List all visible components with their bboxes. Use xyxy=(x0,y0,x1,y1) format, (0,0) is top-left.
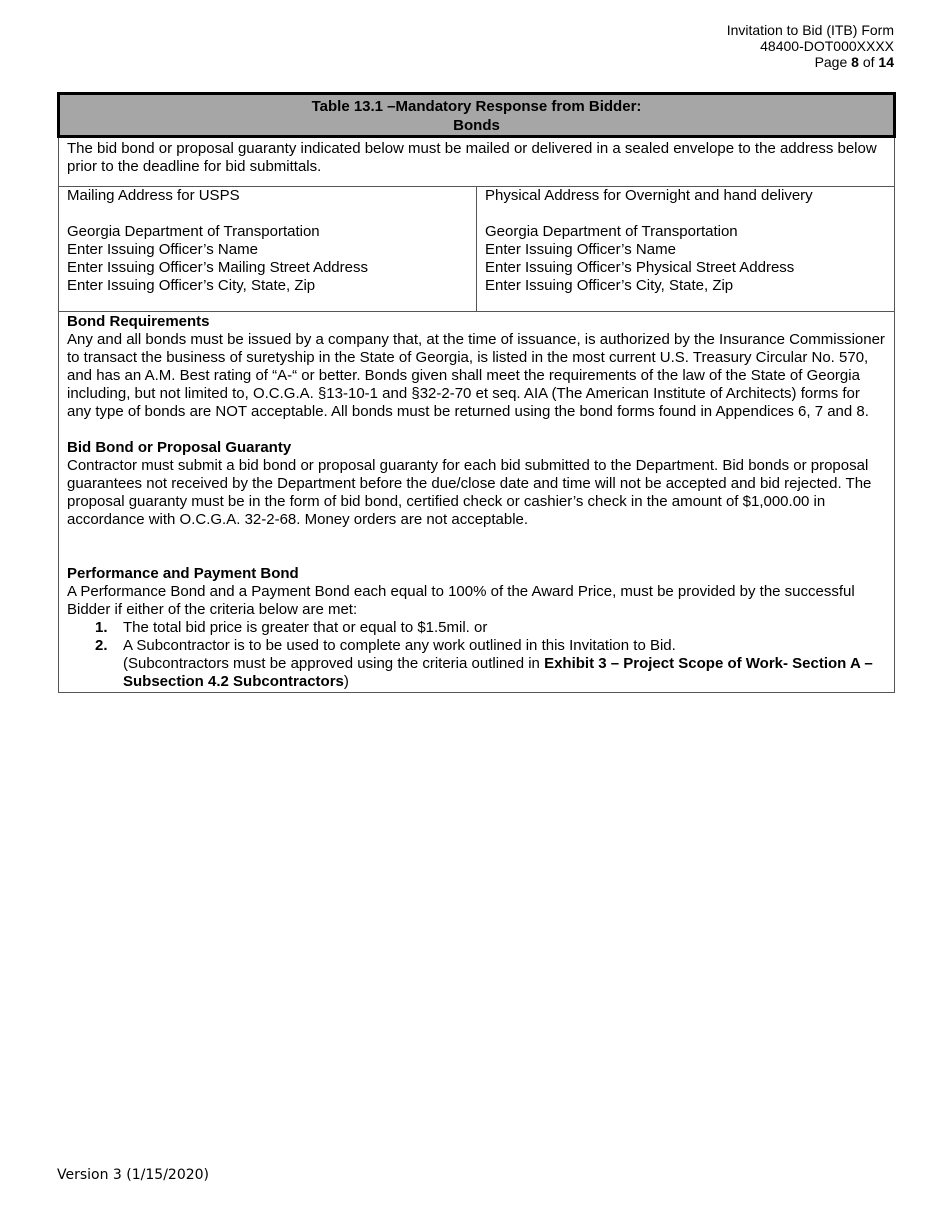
list-number: 1. xyxy=(95,619,108,636)
table-title xyxy=(59,94,895,137)
mailing-line: Enter Issuing Officer’s Mailing Street Address xyxy=(67,259,368,276)
physical-line: Georgia Department of Transportation xyxy=(485,223,738,240)
form-title: Invitation to Bid (ITB) Form xyxy=(726,22,894,38)
physical-line: Enter Issuing Officer’s Name xyxy=(485,241,676,258)
mailing-line: Georgia Department of Transportation xyxy=(67,223,320,240)
physical-address-heading: Physical Address for Overnight and hand delivery xyxy=(485,187,813,204)
requirements-cell xyxy=(59,312,895,693)
form-number: 48400-DOT000XXXX xyxy=(760,38,894,54)
physical-address-cell xyxy=(477,187,895,312)
mailing-address-heading: Mailing Address for USPS xyxy=(67,187,240,204)
version-footer: Version 3 (1/15/2020) xyxy=(57,1167,209,1183)
mailing-line: Enter Issuing Officer’s City, State, Zip xyxy=(67,277,316,294)
page-total: 14 xyxy=(878,54,894,70)
criteria-list xyxy=(67,619,886,691)
list-item xyxy=(67,637,886,691)
performance-bond-text: A Performance Bond and a Payment Bond each equal to 100% of the Award Price, must be provided by the successful Bidder if either of the criteria below are met: xyxy=(67,583,855,618)
list-number: 2. xyxy=(95,637,108,654)
page-number: Page 8 of 14 xyxy=(814,54,894,70)
bid-bond-text: Contractor must submit a bid bond or proposal guaranty for each bid submitted to the Department. Bid bonds or proposal guarantees not received by the Department before the due/close date and time will not be accepted and bid rejected. The proposal guaranty must be in the form of bid bond, certified check or cashier’s check in the amount of $1,000.00 in accordance with O.C.G.A. 32-2-68. Money orders are not acceptable. xyxy=(67,457,872,528)
bid-bond-heading: Bid Bond or Proposal Guaranty xyxy=(67,439,292,456)
page-header xyxy=(727,22,894,70)
bond-requirements-heading: Bond Requirements xyxy=(67,313,210,330)
bonds-table xyxy=(57,92,896,693)
intro-text: The bid bond or proposal guaranty indicated below must be mailed or delivered in a sealed envelope to the address below prior to the deadline for bid submittals. xyxy=(59,137,895,187)
mailing-address-cell xyxy=(59,187,477,312)
list-item-text: The total bid price is greater that or equal to $1.5mil. or xyxy=(123,619,488,636)
bond-requirements-text: Any and all bonds must be issued by a company that, at the time of issuance, is authorized by the Insurance Commissioner to transact the business of suretyship in the State of Georgia, is listed in the most current U.S. Treasury Circular No. 570, and has an A.M. Best rating of “A-“ or better. Bonds given shall meet the requirements of the law of the State of Georgia including, but not limited to, O.C.G.A. §13-10-1 and §32-2-70 et seq. AIA (The American Institute of Architects) forms for any type of bonds are NOT acceptable. All bonds must be returned using the bond forms found in Appendices 6, 7 and 8. xyxy=(67,331,885,420)
table-title-line2: Bonds xyxy=(453,117,500,134)
list-item-text: A Subcontractor is to be used to complete any work outlined in this Invitation to Bid. xyxy=(123,637,676,654)
physical-line: Enter Issuing Officer’s City, State, Zip xyxy=(485,277,734,294)
mailing-line: Enter Issuing Officer’s Name xyxy=(67,241,258,258)
exhibit-reference: Exhibit 3 – Project Scope of Work- Section A – Subsection 4.2 Subcontractors xyxy=(123,655,873,690)
list-item xyxy=(67,619,886,637)
subcontractor-note: (Subcontractors must be approved using the criteria outlined in Exhibit 3 – Project Scope of Work- Section A – Subsection 4.2 Subcontractors) xyxy=(123,655,873,690)
performance-bond-heading: Performance and Payment Bond xyxy=(67,565,299,582)
physical-line: Enter Issuing Officer’s Physical Street Address xyxy=(485,259,795,276)
table-title-line1: Table 13.1 –Mandatory Response from Bidder: xyxy=(311,98,642,115)
page-current: 8 xyxy=(851,54,859,70)
